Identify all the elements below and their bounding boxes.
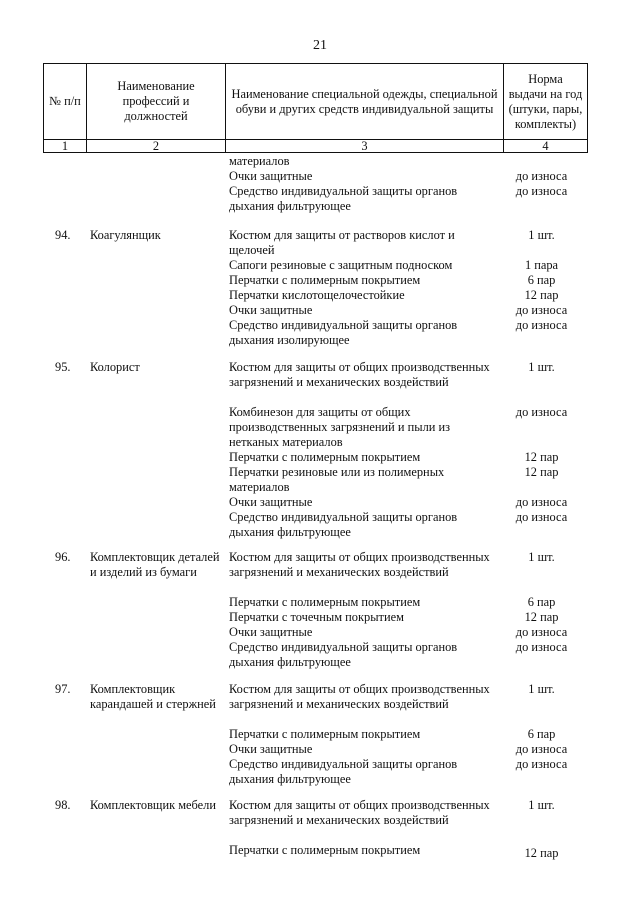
item-name: Перчатки с полимерным покрытием bbox=[229, 273, 421, 287]
item-name: Очки защитные bbox=[229, 625, 313, 639]
item-name: Перчатки резиновые или из полимерных материалов bbox=[229, 465, 445, 494]
header-num-4-text: 4 bbox=[542, 138, 549, 153]
item-norm: 1 пара bbox=[524, 258, 559, 272]
item-name: Костюм для защиты от общих производственных загрязнений и механических воздействий bbox=[229, 360, 490, 389]
item-norm: до износа bbox=[515, 640, 568, 654]
item-name: Костюм для защиты от общих производственных загрязнений и механических воздействий bbox=[229, 798, 490, 827]
row-number: 94. bbox=[55, 228, 71, 242]
header-col-number bbox=[43, 63, 87, 140]
header-num-2 bbox=[86, 139, 226, 153]
row-number: 97. bbox=[55, 682, 71, 696]
item-norm: 6 пар bbox=[527, 727, 556, 741]
table-row bbox=[43, 228, 588, 348]
row-number: 95. bbox=[55, 360, 71, 374]
header-col-items-text: Наименование специальной одежды, специальной обуви и других средств индивидуальной защиты bbox=[231, 86, 498, 116]
header-col-norm-text: Норма выдачи на год (штуки, пары, комплекты) bbox=[508, 71, 583, 131]
item-norm: 1 шт. bbox=[528, 550, 555, 564]
item-norm: 12 пар bbox=[524, 288, 559, 302]
header-col-profession bbox=[86, 63, 226, 140]
item-name: Комбинезон для защиты от общих производственных загрязнений и пыли из нетканых материалов bbox=[229, 405, 451, 449]
header-col-items bbox=[225, 63, 504, 140]
item-norm: 12 пар bbox=[524, 450, 559, 464]
item-norm: 6 пар bbox=[527, 273, 556, 287]
header-col-norm bbox=[503, 63, 588, 140]
item-name: Перчатки с полимерным покрытием bbox=[229, 450, 421, 464]
header-num-2-text: 2 bbox=[152, 138, 160, 153]
item-norm: до износа bbox=[515, 625, 568, 639]
profession-name: Колорист bbox=[90, 360, 140, 374]
item-norm: до износа bbox=[515, 405, 568, 419]
item-norm: 1 шт. bbox=[528, 682, 555, 696]
item-norm: 12 пар bbox=[524, 610, 559, 624]
item-name: Перчатки с полимерным покрытием bbox=[229, 727, 421, 741]
table-header bbox=[43, 63, 588, 153]
item-norm: 6 пар bbox=[527, 595, 556, 609]
item-name: Сапоги резиновые с защитным подноском bbox=[229, 258, 453, 272]
item-name: Средство индивидуальной защиты органов дыхания фильтрующее bbox=[229, 510, 458, 539]
item-norm: 12 пар bbox=[524, 465, 559, 479]
item-name: Очки защитные bbox=[229, 303, 313, 317]
profession-name: Коагулянщик bbox=[90, 228, 161, 242]
item-name: Костюм для защиты от общих производственных загрязнений и механических воздействий bbox=[229, 550, 490, 579]
row-number: 98. bbox=[55, 798, 71, 812]
item-name: материалов bbox=[229, 154, 290, 168]
item-name: Перчатки с полимерным покрытием bbox=[229, 595, 421, 609]
table-row bbox=[43, 360, 588, 540]
item-norm: до износа bbox=[515, 303, 568, 317]
item-name: Очки защитные bbox=[229, 742, 313, 756]
header-col-profession-text: Наименование профессий и должностей bbox=[117, 79, 195, 123]
item-norm: до износа bbox=[515, 184, 568, 198]
item-norm: 1 шт. bbox=[528, 228, 555, 242]
item-name: Костюм для защиты от общих производственных загрязнений и механических воздействий bbox=[229, 682, 490, 711]
item-norm: 1 шт. bbox=[528, 798, 555, 812]
table-row bbox=[43, 682, 588, 787]
item-name: Средство индивидуальной защиты органов дыхания фильтрующее bbox=[229, 640, 458, 669]
profession-name: Комплектовщик деталей и изделий из бумаги bbox=[90, 550, 220, 579]
profession-name: Комплектовщик мебели bbox=[90, 798, 216, 812]
header-col-number-text: № п/п bbox=[49, 94, 81, 108]
item-name: Перчатки с точечным покрытием bbox=[229, 610, 404, 624]
profession-name: Комплектовщик карандашей и стержней bbox=[90, 682, 216, 711]
item-name: Средство индивидуальной защиты органов дыхания фильтрующее bbox=[229, 757, 458, 786]
header-num-1-text: 1 bbox=[61, 138, 69, 153]
item-name: Очки защитные bbox=[229, 169, 313, 183]
item-norm: до износа bbox=[515, 757, 568, 771]
continuation-row bbox=[43, 154, 588, 214]
item-norm: до износа bbox=[515, 510, 568, 524]
item-norm: 1 шт. bbox=[528, 360, 555, 374]
item-norm: до износа bbox=[515, 742, 568, 756]
item-norm: 12 пар bbox=[524, 846, 559, 860]
header-num-3-text: 3 bbox=[361, 138, 368, 153]
item-name: Перчатки кислотощелочестойкие bbox=[229, 288, 405, 302]
item-name: Средство индивидуальной защиты органов дыхания фильтрующее bbox=[229, 184, 458, 213]
item-name: Очки защитные bbox=[229, 495, 313, 509]
item-norm: до износа bbox=[515, 495, 568, 509]
item-name: Перчатки с полимерным покрытием bbox=[229, 843, 421, 857]
header-num-3 bbox=[225, 139, 504, 153]
header-num-4 bbox=[503, 139, 588, 153]
row-number: 96. bbox=[55, 550, 71, 564]
item-name: Средство индивидуальной защиты органов дыхания изолирующее bbox=[229, 318, 458, 347]
table-row bbox=[43, 798, 588, 860]
header-num-1 bbox=[43, 139, 87, 153]
table-row bbox=[43, 550, 588, 670]
item-norm: до износа bbox=[515, 318, 568, 332]
page-number: 21 bbox=[313, 38, 327, 53]
item-norm: до износа bbox=[515, 169, 568, 183]
item-name: Костюм для защиты от растворов кислот и щелочей bbox=[229, 228, 455, 257]
